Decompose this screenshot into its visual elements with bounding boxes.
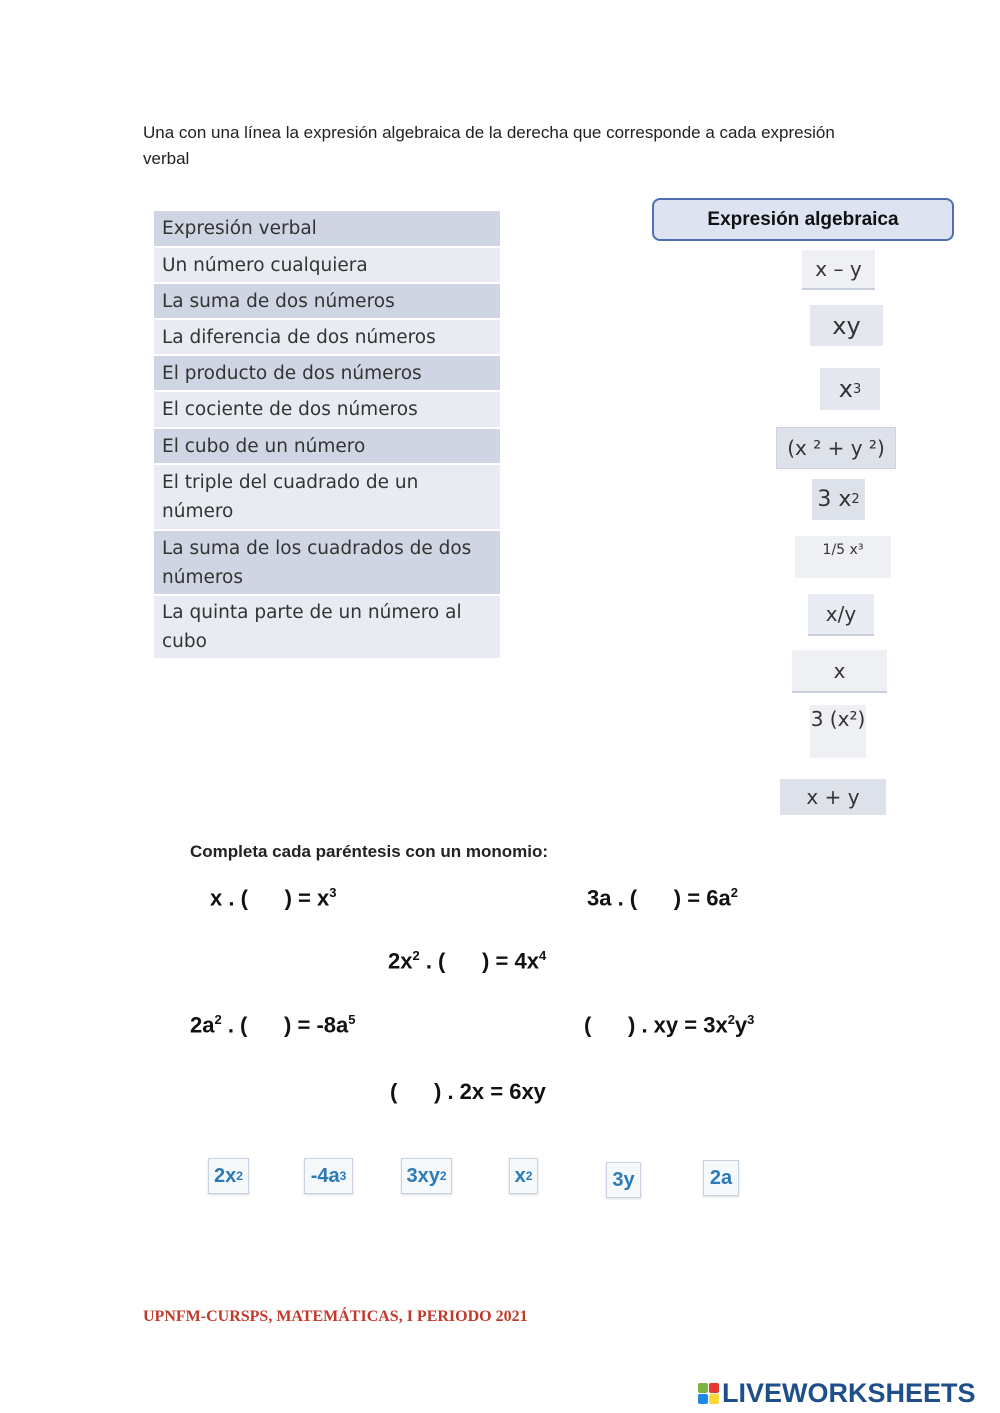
algebraic-item-xy[interactable]: xy [810, 305, 883, 346]
equation-5 [584, 1012, 754, 1038]
footer-text: UPNFM-CURSPS, MATEMÁTICAS, I PERIODO 2021 [143, 1308, 528, 1325]
algebraic-item-x-minus-y[interactable]: x – y [802, 250, 875, 290]
equation-5-text-b: y [734, 1012, 748, 1038]
algebraic-item-x-plus-y[interactable]: x + y [780, 779, 886, 815]
logo-text: LIVEWORKSHEETS [722, 1378, 976, 1408]
liveworksheets-logo [698, 1378, 976, 1409]
equation-3-exp-a: 2 [412, 948, 420, 963]
equation-3-exp-b: 4 [538, 948, 547, 963]
answer-chip-2x-squared-exp: 2 [236, 1169, 243, 1183]
answer-chip-3xy-squared[interactable] [401, 1158, 452, 1194]
verbal-row-4: El producto de dos números [154, 356, 500, 392]
equation-4-exp-a: 2 [214, 1012, 222, 1027]
logo-square [709, 1383, 719, 1393]
equation-1 [210, 885, 336, 911]
algebraic-item-3x-squared[interactable] [812, 479, 865, 520]
answer-chip-x-squared-exp: 2 [525, 1169, 533, 1183]
equation-2-exp: 2 [730, 885, 738, 900]
answer-chip-neg-4a-cubed-exp: 3 [339, 1169, 347, 1183]
algebraic-item-3-times-x-squared[interactable]: 3 (x²) [810, 705, 866, 758]
answer-chip-x-squared-base: x [514, 1164, 526, 1187]
answer-chip-neg-4a-cubed-base: -4a [310, 1164, 340, 1187]
equation-5-text-a: ( ) . xy = 3x [584, 1012, 728, 1038]
algebraic-expression-header: Expresión algebraica [652, 198, 954, 241]
equation-5-exp-b: 3 [747, 1012, 755, 1027]
answer-chip-2a-base: 2a [709, 1166, 733, 1189]
equation-4-text-a: 2a [190, 1012, 215, 1038]
logo-grid-icon [698, 1383, 719, 1404]
equation-4-text-b: . ( ) = -8a [221, 1012, 349, 1038]
algebraic-item-3x-squared-exp: 2 [851, 492, 860, 507]
verbal-row-8: La suma de los cuadrados de dos números [154, 531, 500, 596]
algebraic-item-3x-squared-base: 3 x [817, 487, 852, 512]
instructions-text: Una con una línea la expresión algebraica de la derecha que corresponde a cada expresión verbal [143, 123, 835, 168]
algebraic-item-x[interactable]: x [792, 650, 887, 693]
verbal-expression-table [154, 211, 500, 660]
verbal-row-5: El cociente de dos números [154, 392, 500, 429]
algebraic-item-fifth-x-cubed[interactable]: 1/5 x³ [795, 536, 891, 578]
equation-1-exp: 3 [329, 885, 337, 900]
verbal-row-7: El triple del cuadrado de un número [154, 465, 500, 531]
equation-5-exp-a: 2 [727, 1012, 735, 1027]
logo-square [698, 1394, 708, 1404]
answer-chip-neg-4a-cubed[interactable] [304, 1158, 353, 1194]
algebraic-item-x-cubed[interactable] [820, 368, 880, 410]
algebraic-item-x-over-y[interactable]: x/y [808, 594, 874, 636]
logo-square [709, 1394, 719, 1404]
monomial-section-title: Completa cada paréntesis con un monomio: [190, 842, 549, 861]
logo-square [698, 1383, 708, 1393]
answer-chip-3y-base: 3y [612, 1168, 635, 1191]
equation-4-exp-b: 5 [348, 1012, 356, 1027]
algebraic-item-x-cubed-base: x [838, 375, 853, 403]
equation-6 [390, 1079, 546, 1105]
verbal-row-3: La diferencia de dos números [154, 320, 500, 356]
equation-4 [190, 1012, 356, 1038]
equation-2-text: 3a . ( ) = 6a [587, 885, 731, 911]
answer-chip-2x-squared[interactable] [208, 1158, 249, 1194]
answer-chip-3xy-squared-exp: 2 [439, 1169, 447, 1183]
verbal-table-header: Expresión verbal [154, 211, 500, 248]
equation-3 [388, 948, 546, 974]
algebraic-item-sum-of-squares[interactable]: (x ² + y ²) [776, 427, 896, 469]
verbal-row-6: El cubo de un número [154, 429, 500, 465]
answer-chip-3xy-squared-base: 3xy [406, 1164, 440, 1187]
answer-chip-x-squared[interactable] [509, 1158, 538, 1194]
equation-3-text-b: . ( ) = 4x [419, 948, 539, 974]
answer-chip-2x-squared-base: 2x [214, 1164, 237, 1187]
equation-1-text: x . ( ) = x [210, 885, 330, 911]
equation-3-text-a: 2x [388, 948, 413, 974]
verbal-row-2: La suma de dos números [154, 284, 500, 320]
equation-2 [587, 885, 738, 911]
algebraic-item-x-cubed-exp: 3 [852, 381, 862, 397]
verbal-row-1: Un número cualquiera [154, 248, 500, 284]
verbal-row-9: La quinta parte de un número al cubo [154, 596, 500, 660]
answer-chip-3y[interactable] [606, 1162, 641, 1198]
answer-chip-2a[interactable] [703, 1160, 739, 1196]
equation-6-text: ( ) . 2x = 6xy [390, 1079, 546, 1104]
